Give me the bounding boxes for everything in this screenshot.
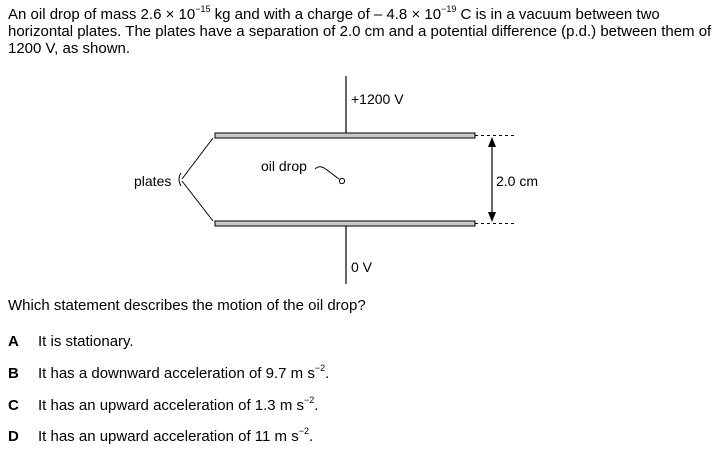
option-text: It has a downward acceleration of 9.7 — [38, 365, 291, 382]
oil-drop-pointer — [315, 167, 339, 179]
question-prompt: Which statement describes the motion of the oil drop? — [8, 297, 366, 314]
option-unit: m s — [279, 397, 304, 414]
plates-pointer-bottom — [182, 181, 213, 221]
stem-text-3: C is in a vacuum between two horizontal plates. The plates have a separation of 2.0 cm and a potential difference (p.d.) between them of 1200 V, as shown. — [8, 6, 712, 57]
option-tail: . — [325, 365, 330, 382]
plates-label: plates — [134, 173, 172, 189]
option-letter: B — [8, 365, 19, 382]
option-text: It is stationary. — [38, 333, 134, 350]
option-letter: C — [8, 397, 19, 414]
option-unit: m s — [290, 365, 315, 382]
option-tail: . — [314, 397, 319, 414]
option-unit: m s — [274, 428, 299, 445]
option-unit-exponent: −2 — [314, 363, 326, 373]
option-tail: . — [308, 428, 314, 445]
charge-exponent: −19 — [441, 4, 457, 14]
separation-arrowhead-down — [488, 212, 496, 222]
option-text: It has an upward acceleration of 11 — [38, 428, 275, 445]
separation-label: 2.0 cm — [496, 173, 539, 189]
oil-drop-label: oil drop — [261, 158, 307, 174]
plates-pointer-top — [182, 138, 213, 179]
separation-arrowhead-up — [488, 137, 496, 147]
option-a[interactable] — [8, 333, 134, 350]
option-b[interactable] — [8, 365, 329, 382]
option-unit-exponent: −2 — [298, 426, 309, 436]
option-c[interactable] — [8, 397, 318, 414]
option-d[interactable] — [8, 428, 313, 445]
stem-text-1: An oil drop of mass 2.6 × 10 — [8, 6, 196, 23]
plates-label-bracket — [179, 173, 181, 186]
bottom-plate — [215, 221, 475, 226]
mass-exponent: −15 — [195, 4, 211, 14]
top-voltage-label: +1200 V — [351, 91, 404, 107]
oil-drop — [339, 178, 344, 183]
option-letter: D — [8, 428, 19, 445]
option-unit-exponent: −2 — [304, 395, 315, 405]
top-plate — [215, 133, 475, 138]
option-letter: A — [8, 333, 19, 350]
bottom-voltage-label: 0 V — [351, 259, 373, 275]
stem-text-2: kg and with a charge of – 4.8 × 10 — [210, 6, 442, 23]
option-text: It has an upward acceleration of 1.3 — [38, 397, 280, 414]
